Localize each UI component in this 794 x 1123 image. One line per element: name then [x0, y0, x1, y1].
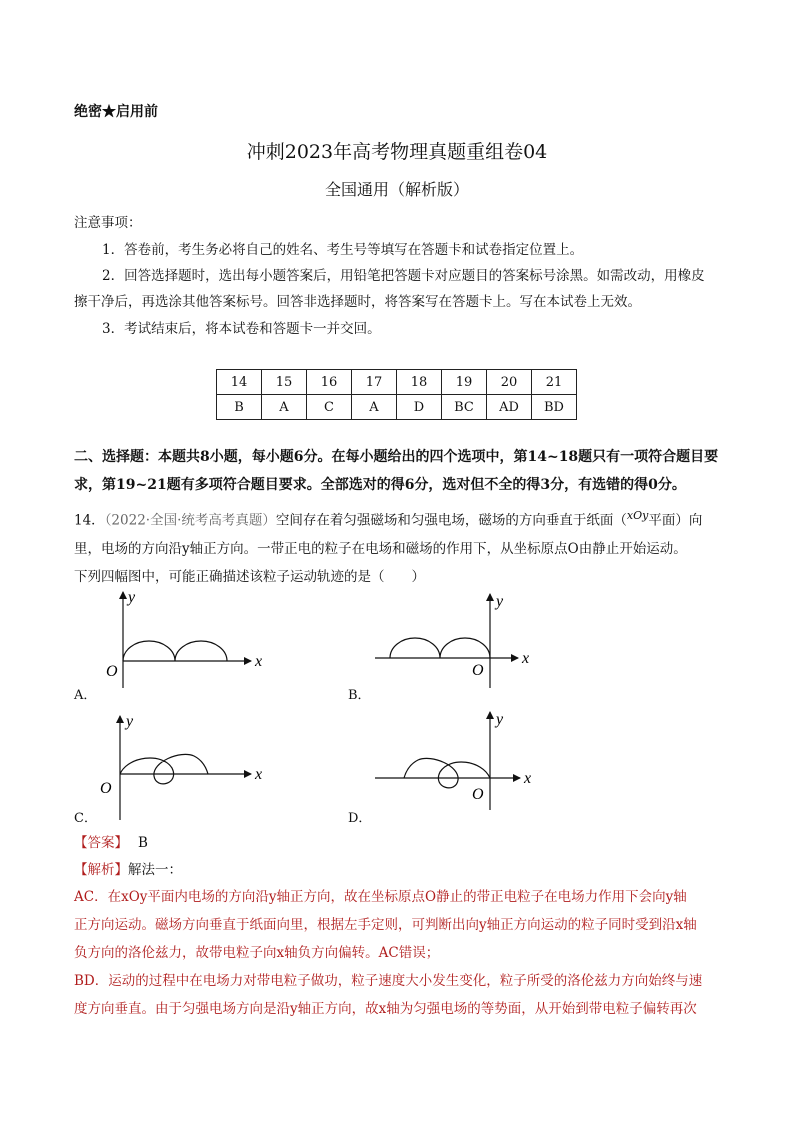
answer-label: 【答案】 — [74, 835, 128, 851]
analysis-line — [74, 856, 182, 884]
analysis-label: 【解析】 — [74, 862, 128, 878]
page-title: 冲刺2023年高考物理真题重组卷04 — [246, 141, 548, 163]
table-cell: AD — [487, 395, 532, 420]
x-axis-label: x — [524, 770, 532, 787]
x-axis-label: x — [522, 650, 530, 667]
table-cell: 16 — [307, 370, 352, 395]
table-cell: A — [352, 395, 397, 420]
analysis-method: 解法一： — [128, 862, 182, 878]
trajectory-curve — [404, 758, 490, 787]
table-cell: D — [397, 395, 442, 420]
origin-label: O — [472, 662, 484, 679]
figure-a — [106, 589, 262, 688]
note-item-2-cont: 擦干净后，再选涂其他答案标号。回答非选择题时，将答案写在答题卡上。写在本试卷上无效。 — [74, 294, 641, 310]
question-line-2: 里，电场的方向沿y轴正方向。一带正电的粒子在电场和磁场的作用下，从坐标原点O由静止开始运动。 — [74, 540, 687, 557]
table-cell: 20 — [487, 370, 532, 395]
trajectory-curve — [120, 754, 208, 783]
option-d-label: D． — [348, 811, 372, 826]
table-cell: B — [217, 395, 262, 420]
trajectory-curve — [123, 641, 227, 661]
figure-d — [375, 711, 531, 810]
figure-c — [100, 713, 262, 820]
plane-label: xOy — [626, 509, 649, 522]
table-cell: A — [262, 395, 307, 420]
table-cell: 17 — [352, 370, 397, 395]
option-b-label: B． — [348, 688, 371, 703]
figure-b — [375, 593, 529, 688]
option-c-label: C． — [74, 811, 97, 826]
analysis-line-1: AC．在xOy平面内电场的方向沿y轴正方向，故在坐标原点O静止的带正电粒子在电场力作用下会向y轴 — [74, 889, 687, 905]
y-axis-label: y — [496, 711, 504, 728]
table-cell: 18 — [397, 370, 442, 395]
analysis-line-4: BD．运动的过程中在电场力对带电粒子做功，粒子速度大小发生变化，粒子所受的洛伦兹力方向始终与速 — [74, 973, 703, 989]
answer-value: B — [138, 835, 148, 851]
origin-label: O — [472, 786, 484, 803]
section-heading-line-1: 二、选择题：本题共8小题，每小题6分。在每小题给出的四个选项中，第14~18题只有一项符合题目要 — [74, 449, 719, 465]
question-line-3: 下列四幅图中，可能正确描述该粒子运动轨迹的是（ ） — [74, 568, 425, 585]
analysis-line-5: 度方向垂直。由于匀强电场方向是沿y轴正方向，故x轴为匀强电场的等势面，从开始到带电粒子偏转再次 — [74, 1001, 697, 1017]
question-source: （2022·全国·统考高考真题） — [104, 512, 276, 529]
question-text-1b: 平面）向 — [648, 512, 703, 529]
notes-heading: 注意事项： — [74, 215, 142, 231]
analysis-line-2: 正方向运动。磁场方向垂直于纸面向里，根据左手定则，可判断出向y轴正方向运动的粒子同时受到沿x轴 — [74, 917, 697, 933]
origin-label: O — [106, 663, 118, 680]
y-axis-label: y — [496, 593, 504, 610]
note-item-3: 3．考试结束后，将本试卷和答题卡一并交回。 — [102, 321, 381, 337]
table-cell: 21 — [532, 370, 577, 395]
question-text-1a: 空间存在着匀强磁场和匀强电场，磁场的方向垂直于纸面（ — [275, 512, 627, 529]
x-axis-label: x — [255, 766, 263, 783]
option-a-label: A． — [74, 688, 97, 703]
y-axis-label: y — [126, 713, 134, 730]
table-cell: BD — [532, 395, 577, 420]
page-subtitle: 全国通用（解析版） — [324, 180, 469, 199]
x-axis-label: x — [255, 653, 263, 670]
answer-line — [74, 829, 148, 857]
table-cell: BC — [442, 395, 487, 420]
table-cell: 14 — [217, 370, 262, 395]
trajectory-curve — [390, 638, 490, 658]
question-number: 14． — [74, 512, 105, 529]
y-axis-label: y — [128, 589, 136, 606]
analysis-body — [74, 883, 724, 1023]
confidential-label: 绝密★启用前 — [74, 104, 158, 120]
table-cell: 15 — [262, 370, 307, 395]
origin-label: O — [100, 780, 112, 797]
note-item-2: 2．回答选择题时，选出每小题答案后，用铅笔把答题卡对应题目的答案标号涂黑。如需改动，用橡皮 — [102, 268, 705, 284]
section-heading-line-2: 求，第19~21题有多项符合题目要求。全部选对的得6分，选对但不全的得3分，有选错的得0分。 — [74, 477, 686, 493]
note-item-1: 1．答卷前，考生务必将自己的姓名、考生号等填写在答题卡和试卷指定位置上。 — [102, 242, 584, 258]
table-cell: C — [307, 395, 352, 420]
analysis-line-3: 负方向的洛伦兹力，故带电粒子向x轴负方向偏转。AC错误； — [74, 945, 440, 961]
table-cell: 19 — [442, 370, 487, 395]
